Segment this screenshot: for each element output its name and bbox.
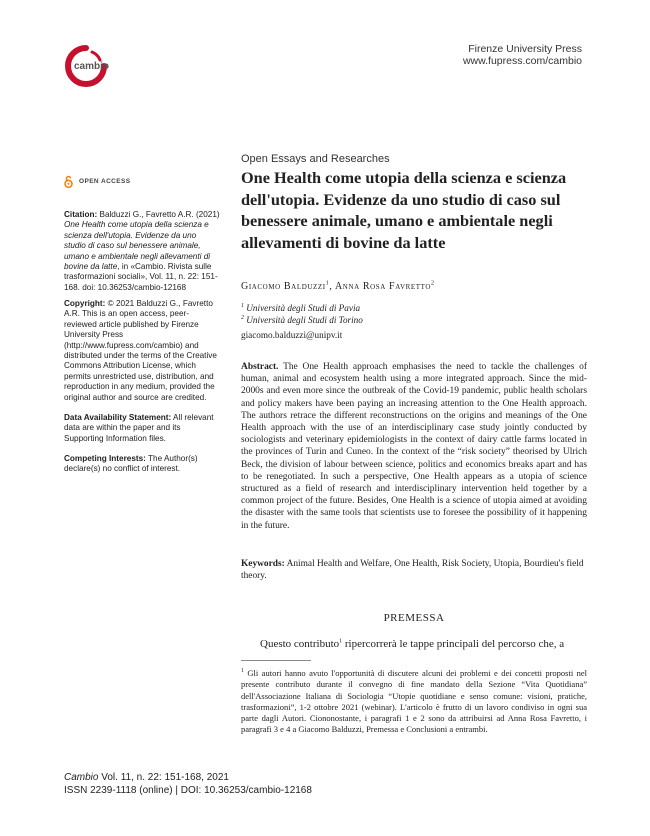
section-label: Open Essays and Researches xyxy=(241,153,390,165)
keywords xyxy=(241,558,587,582)
affiliation-1-sup: 1 xyxy=(241,302,244,309)
footnote-number: 1 xyxy=(241,668,244,675)
abstract-text: The One Health approach emphasises the need to tackle the challenges of human, animal and ecosystem health using a more integrated approach. Since the mid-2000s and even more since the outbreak of the Covid-19 pandemic, public health scholars and policy makers have been paying an increasing attention to the One Health approach. The authors retrace the different reconstructions on the origins and meanings of the One Health approach with the use of an interdisciplinary case study jointly conducted by sociologists and veterinary epidemiologists in the context of dairy cattle farms located in the provinces of Turin and Cuneo. In the context of the “risk society” theorised by Ulrich Beck, the division of labour between science, politics and economics breaks apart and has to be renegotiated. In such a perspective, One Health appears as a utopia of science structured as a field of research and interdisciplinary intervention held together by a common project of the future. Besides, One Health is a science of utopia aimed at avoiding the disaster with the same tools that scientists use to foresee the possibility of it happening in the future. xyxy=(241,362,587,531)
article-title: One Health come utopia della scienza e scienza dell'utopia. Evidenze da uno studio di caso sul benessere animale, umano e ambientale negli allevamenti di bovine da latte xyxy=(241,168,567,252)
citation-authors: Balduzzi G., Favretto A.R. (2021) xyxy=(97,210,220,219)
copyright-text: © 2021 Balduzzi G., Favretto A.R. This is an open access, peer-reviewed article published by Firenze University Press (http://www.fupress.com/cambio) and distributed under the terms of the Creative Commons Attribution License, which permits unrestricted use, distribution, and reproduction in any medium, provided the original author and source are credited. xyxy=(64,299,217,402)
author-1: Giacomo Balduzzi xyxy=(241,281,326,292)
footer-volume: Vol. 11, n. 22: 151-168, 2021 xyxy=(98,772,229,783)
author-1-sup: 1 xyxy=(325,280,330,287)
abstract xyxy=(241,361,587,532)
citation-label: Citation: xyxy=(64,210,98,219)
competing-interests-text: The Author(s) declare(s) no conflict of interest. xyxy=(64,454,198,474)
data-availability-label: Data Availability Statement: xyxy=(64,413,172,422)
data-availability-block xyxy=(64,413,220,444)
logo-text: cambio xyxy=(74,61,110,72)
affiliations xyxy=(241,302,587,326)
body-text xyxy=(260,638,587,650)
body-text-a: Questo contributo xyxy=(260,638,340,650)
body-text-b: ripercorrerà le tappe principali del percorso che, a xyxy=(342,638,565,650)
publisher-url[interactable]: www.fupress.com/cambio xyxy=(462,55,582,67)
keywords-label: Keywords: xyxy=(241,559,285,569)
competing-interests-block xyxy=(64,454,220,475)
affiliation-1 xyxy=(241,302,587,314)
author-2-sup: 2 xyxy=(431,280,435,287)
author-email[interactable]: giacomo.balduzzi@unipv.it xyxy=(241,330,343,340)
keywords-text: Animal Health and Welfare, One Health, Risk Society, Utopia, Bourdieu's field theory. xyxy=(241,559,584,581)
authors xyxy=(241,281,587,292)
citation-block xyxy=(64,210,220,293)
citation-title: One Health come utopia della scienza e scienza dell'utopia. Evidenze da uno studio di caso sul benessere animale, umano e ambientale negli allevamenti di bovine da latte xyxy=(64,220,211,272)
citation-rest: , in «Cambio. Rivista sulle trasformazioni sociali», Vol. 11, n. 22: 151-168. doi: 10.36253/cambio-12168 xyxy=(64,262,218,292)
affiliation-1-text: Università degli Studi di Pavia xyxy=(244,303,361,313)
footer-line-2: ISSN 2239-1118 (online) | DOI: 10.36253/cambio-12168 xyxy=(64,784,312,796)
affiliation-2-sup: 2 xyxy=(241,314,244,321)
open-access-label: OPEN ACCESS xyxy=(79,178,131,185)
footnote-ref[interactable]: 1 xyxy=(339,638,343,645)
footnote-text: Gli autori hanno avuto l'opportunità di discutere alcuni dei problemi e dei concetti proposti nel presente contributo durante il convegno di fine mandato della Sezione “Vita Quotidiana” dell'Associazione Italiana di Sociologia “Utopie quotidiane e senso comune: visioni, pratiche, trasformazioni”, 1-2 ottobre 2021 (webinar). L'articolo è frutto di un lavoro condiviso in ogni sua parte dagli Autori. Ciononostante, i paragrafi 1 e 2 sono da attribuirsi ad Anna Rosa Favretto, i paragrafi 3 e 4 a Giacomo Balduzzi, Premessa e Conclusioni a entrambi. xyxy=(241,668,587,735)
copyright-label: Copyright: xyxy=(64,299,106,308)
publisher-name: Firenze University Press xyxy=(468,43,582,55)
data-availability-text: All relevant data are within the paper and its Supporting Information files. xyxy=(64,413,214,443)
footnote xyxy=(241,668,587,736)
publisher-info xyxy=(463,43,582,67)
affiliation-2-text: Università degli Studi di Torino xyxy=(244,315,363,325)
open-lock-icon xyxy=(64,175,73,188)
journal-footer xyxy=(64,772,312,797)
footer-line-1 xyxy=(64,772,312,785)
author-2: Anna Rosa Favretto xyxy=(334,281,432,292)
section-heading: PREMESSA xyxy=(383,612,445,624)
copyright-block xyxy=(64,299,220,403)
journal-name: Cambio xyxy=(64,772,99,783)
abstract-label: Abstract. xyxy=(241,362,279,372)
open-access-badge xyxy=(64,175,130,188)
competing-interests-label: Competing Interests: xyxy=(64,454,146,463)
author-separator: , xyxy=(329,281,335,292)
footnote-divider xyxy=(241,660,311,661)
affiliation-2 xyxy=(241,314,587,326)
